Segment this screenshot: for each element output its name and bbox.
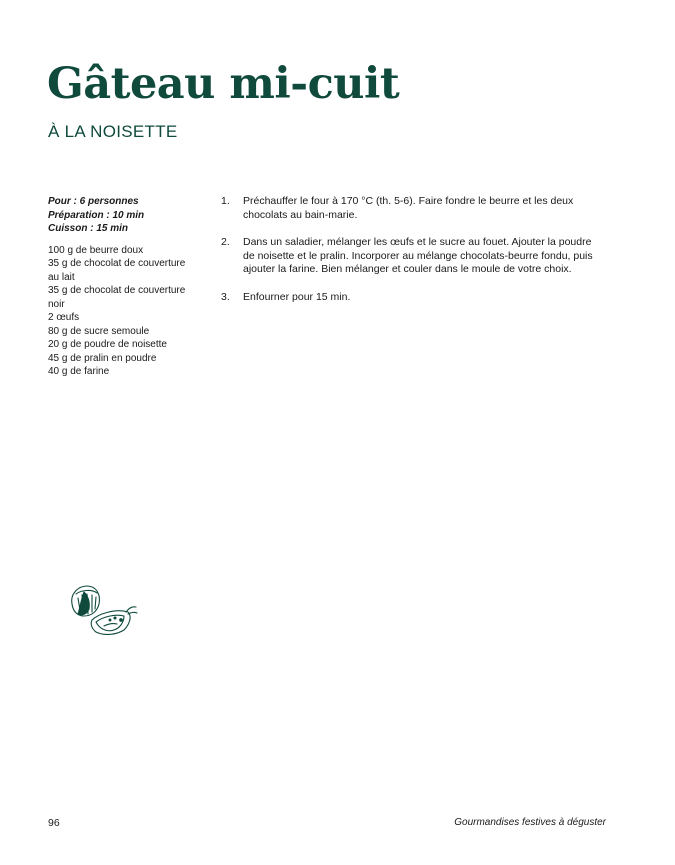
- step-item: [221, 195, 606, 222]
- ingredient-item: 35 g de chocolat de couverture noir: [48, 285, 186, 310]
- preparation-time: Préparation : 10 min: [48, 209, 145, 221]
- page-number: 96: [48, 817, 60, 829]
- ingredient-item: 20 g de poudre de noisette: [48, 339, 167, 350]
- ingredient-item: 35 g de chocolat de couverture au lait: [48, 258, 186, 283]
- hazelnut-illustration-icon: [66, 582, 142, 638]
- step-item: [221, 236, 606, 277]
- step-number: 1.: [221, 195, 230, 207]
- step-item: [221, 291, 606, 305]
- ingredient-item: 45 g de pralin en poudre: [48, 352, 157, 364]
- recipe-info-column: [48, 195, 198, 379]
- step-number: 2.: [221, 236, 230, 248]
- recipe-title: Gâteau mi-cuit: [47, 59, 400, 109]
- step-text: Enfourner pour 15 min.: [243, 290, 351, 303]
- step-number: 3.: [221, 290, 230, 303]
- ingredient-item: 40 g de farine: [48, 366, 110, 377]
- cooking-time: Cuisson : 15 min: [48, 223, 129, 234]
- ingredient-list: [48, 244, 198, 379]
- running-footer: Gourmandises festives à déguster: [454, 817, 606, 828]
- recipe-subtitle: À LA NOISETTE: [48, 122, 178, 141]
- ingredient-item: 100 g de beurre doux: [48, 244, 144, 256]
- recipe-steps: [221, 195, 606, 318]
- servings: Pour : 6 personnes: [48, 196, 139, 207]
- step-text: Dans un saladier, mélanger les œufs et le sucre au fouet. Ajouter la poudre de noisette et le pralin. Incorporer au mélange chocolats-beurre fondu, puis ajouter la farine. Bien mélanger et couler dans le moule de votre choix.: [243, 236, 593, 275]
- step-text: Préchauffer le four à 170 °C (th. 5-6). Faire fondre le beurre et les deux chocolats au bain-marie.: [243, 195, 574, 221]
- ingredient-item: 80 g de sucre semoule: [48, 325, 150, 337]
- ingredient-item: 2 œufs: [48, 312, 80, 323]
